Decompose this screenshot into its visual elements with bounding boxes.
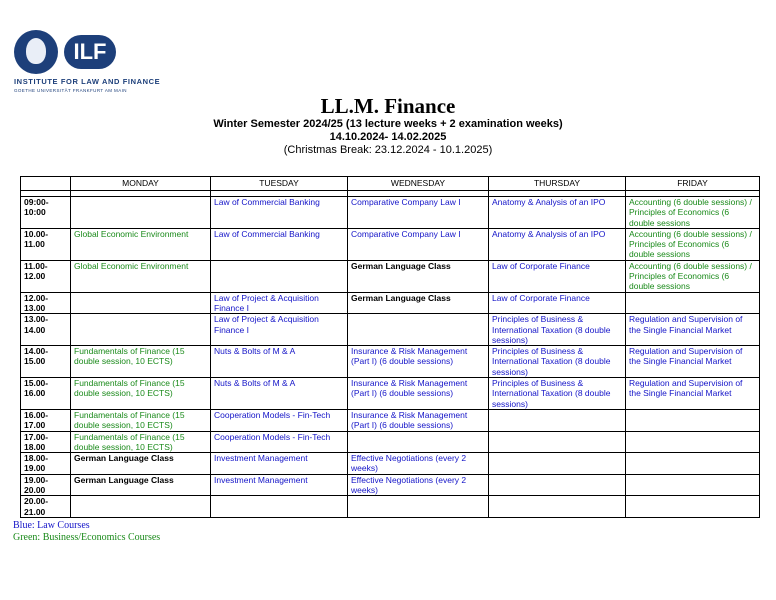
christmas-break: (Christmas Break: 23.12.2024 - 10.1.2025): [283, 144, 493, 156]
course-cell: German Language Class: [71, 474, 211, 496]
course-cell: Effective Negotiations (every 2 weeks): [348, 474, 489, 496]
table-row: [21, 409, 760, 431]
course-cell: Investment Management: [211, 453, 348, 475]
time-slot: 18.00- 19.00: [21, 453, 71, 475]
day-header: TUESDAY: [211, 177, 348, 191]
course-cell: Law of Corporate Finance: [489, 292, 626, 314]
day-header: MONDAY: [71, 177, 211, 191]
document-heading: [0, 94, 776, 157]
course-cell: [71, 496, 211, 518]
ilf-logo: [14, 30, 164, 93]
course-cell: [348, 496, 489, 518]
table-row: [21, 431, 760, 453]
time-slot: 20.00- 21.00: [21, 496, 71, 518]
course-cell: Principles of Business & International Taxation (8 double sessions): [489, 314, 626, 346]
course-cell: Law of Project & Acquisition Finance I: [211, 314, 348, 346]
course-cell: [71, 314, 211, 346]
time-slot: 19.00- 20.00: [21, 474, 71, 496]
course-cell: Fundamentals of Finance (15 double session, 10 ECTS): [71, 378, 211, 410]
day-header: FRIDAY: [626, 177, 760, 191]
course-cell: Insurance & Risk Management (Part I) (6 double sessions): [348, 409, 489, 431]
course-cell: Comparative Company Law I: [348, 197, 489, 229]
legend: [13, 520, 160, 543]
university-name: GOETHE UNIVERSITÄT FRANKFURT AM MAIN: [14, 88, 127, 93]
header-row: [21, 177, 760, 191]
legend-law: Blue: Law Courses: [13, 520, 90, 531]
course-cell: [626, 409, 760, 431]
course-cell: [489, 431, 626, 453]
course-cell: Accounting (6 double sessions) / Principles of Economics (6 double sessions: [626, 260, 760, 292]
institute-name: INSTITUTE FOR LAW AND FINANCE: [14, 77, 161, 86]
course-cell: Principles of Business & International Taxation (8 double sessions): [489, 346, 626, 378]
course-cell: Principles of Business & International Taxation (8 double sessions): [489, 378, 626, 410]
course-cell: Law of Commercial Banking: [211, 197, 348, 229]
time-slot: 11.00- 12.00: [21, 260, 71, 292]
course-cell: [489, 474, 626, 496]
course-cell: Fundamentals of Finance (15 double session, 10 ECTS): [71, 409, 211, 431]
course-cell: German Language Class: [71, 453, 211, 475]
course-cell: Regulation and Supervision of the Single Financial Market: [626, 346, 760, 378]
course-cell: [626, 453, 760, 475]
course-cell: Fundamentals of Finance (15 double session, 10 ECTS): [71, 346, 211, 378]
course-cell: German Language Class: [348, 292, 489, 314]
course-cell: [489, 453, 626, 475]
table-row: [21, 314, 760, 346]
course-cell: Anatomy & Analysis of an IPO: [489, 197, 626, 229]
time-slot: 17.00- 18.00: [21, 431, 71, 453]
time-slot: 13.00- 14.00: [21, 314, 71, 346]
legend-business: Green: Business/Economics Courses: [13, 531, 161, 543]
course-cell: Global Economic Environment: [71, 260, 211, 292]
course-cell: Cooperation Models - Fin-Tech: [211, 431, 348, 453]
time-slot: 16.00- 17.00: [21, 409, 71, 431]
table-row: [21, 346, 760, 378]
time-header: [21, 177, 71, 191]
day-header: THURSDAY: [489, 177, 626, 191]
ilf-logo-text: ILF: [64, 35, 116, 69]
course-cell: Effective Negotiations (every 2 weeks): [348, 453, 489, 475]
course-cell: Accounting (6 double sessions) / Principles of Economics (6 double sessions: [626, 197, 760, 229]
day-header: WEDNESDAY: [348, 177, 489, 191]
course-cell: Law of Corporate Finance: [489, 260, 626, 292]
semester-line: Winter Semester 2024/25 (13 lecture weeks + 2 examination weeks): [213, 118, 563, 130]
table-row: [21, 292, 760, 314]
course-cell: Global Economic Environment: [71, 228, 211, 260]
table-row: [21, 260, 760, 292]
course-cell: Nuts & Bolts of M & A: [211, 346, 348, 378]
time-slot: 14.00- 15.00: [21, 346, 71, 378]
time-slot: 15.00- 16.00: [21, 378, 71, 410]
course-cell: German Language Class: [348, 260, 489, 292]
course-cell: [211, 496, 348, 518]
course-cell: [489, 496, 626, 518]
course-cell: Regulation and Supervision of the Single Financial Market: [626, 378, 760, 410]
course-cell: [626, 496, 760, 518]
course-cell: [71, 292, 211, 314]
course-cell: Law of Commercial Banking: [211, 228, 348, 260]
course-cell: [71, 197, 211, 229]
course-cell: Nuts & Bolts of M & A: [211, 378, 348, 410]
course-cell: [348, 314, 489, 346]
page-title: LL.M. Finance: [320, 94, 456, 118]
goethe-seal-icon: [14, 30, 58, 74]
table-row: [21, 453, 760, 475]
course-cell: Fundamentals of Finance (15 double session, 10 ECTS): [71, 431, 211, 453]
course-cell: Accounting (6 double sessions) / Principles of Economics (6 double sessions: [626, 228, 760, 260]
course-cell: [626, 431, 760, 453]
course-cell: [348, 431, 489, 453]
course-cell: Insurance & Risk Management (Part I) (6 double sessions): [348, 346, 489, 378]
course-cell: [626, 474, 760, 496]
course-cell: [626, 292, 760, 314]
course-cell: Anatomy & Analysis of an IPO: [489, 228, 626, 260]
course-cell: Cooperation Models - Fin-Tech: [211, 409, 348, 431]
time-slot: 09:00- 10:00: [21, 197, 71, 229]
table-row: [21, 496, 760, 518]
time-slot: 10.00- 11.00: [21, 228, 71, 260]
course-cell: [489, 409, 626, 431]
table-row: [21, 378, 760, 410]
course-cell: [211, 260, 348, 292]
table-row: [21, 197, 760, 229]
course-cell: Investment Management: [211, 474, 348, 496]
course-cell: Regulation and Supervision of the Single Financial Market: [626, 314, 760, 346]
time-slot: 12.00- 13.00: [21, 292, 71, 314]
table-row: [21, 474, 760, 496]
course-cell: Law of Project & Acquisition Finance I: [211, 292, 348, 314]
course-cell: Comparative Company Law I: [348, 228, 489, 260]
course-cell: Insurance & Risk Management (Part I) (6 double sessions): [348, 378, 489, 410]
table-row: [21, 228, 760, 260]
timetable: [20, 176, 760, 518]
date-range: 14.10.2024- 14.02.2025: [329, 131, 447, 143]
